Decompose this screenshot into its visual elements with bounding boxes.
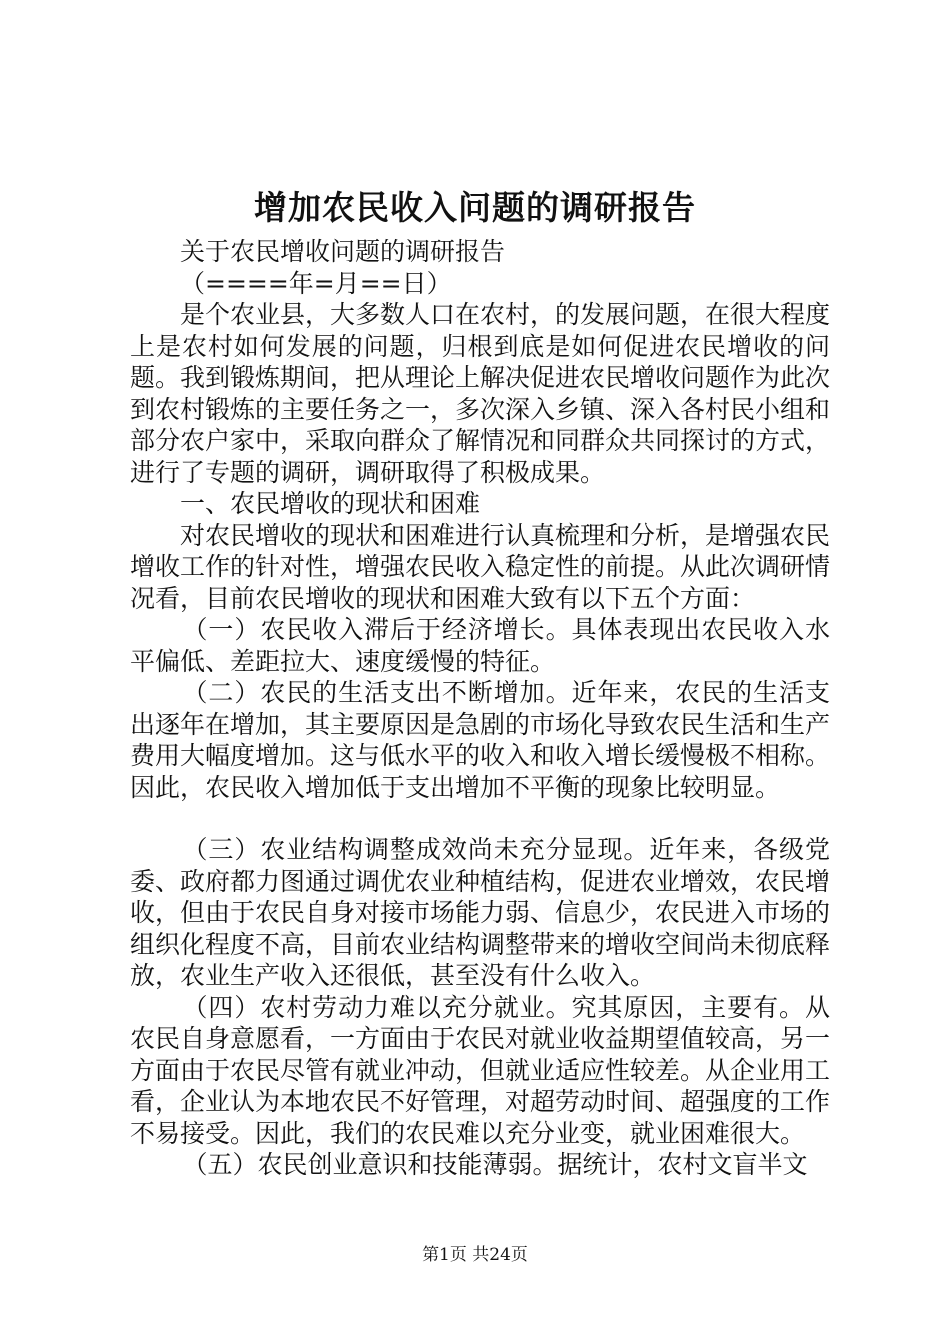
page-number-footer: 第1页 共24页 bbox=[422, 1245, 528, 1265]
point-5-paragraph: （五）农民创业意识和技能薄弱。据统计，农村文盲半文 bbox=[182, 1150, 808, 1179]
intro-paragraph: 是个农业县，大多数人口在农村，的发展问题，在很大程度上是农村如何发展的问题，归根到底是如何促进农民增收的问题。我到锻炼期间，把从理论上解决促进农民增收问题作为此次到农村锻炼的主要任务之一，多次深入乡镇、深入各村民小组和部分农户家中，采取向群众了解情况和同群众共同探讨的方式，进行了专题的调研，调研取得了积极成果。 bbox=[130, 300, 831, 487]
document-title: 增加农民收入问题的调研报告 bbox=[254, 188, 696, 227]
section-heading-1: 一、农民增收的现状和困难 bbox=[180, 489, 481, 518]
point-1-paragraph: （一）农民收入滞后于经济增长。具体表现出农民收入水平偏低、差距拉大、速度缓慢的特征。 bbox=[130, 615, 830, 676]
report-date: （====年=月==日） bbox=[180, 268, 452, 298]
point-4-paragraph: （四）农村劳动力难以充分就业。究其原因，主要有。从农民自身意愿看，一方面由于农民对就业收益期望值较高，另一方面由于农民尽管有就业冲动，但就业适应性较差。从企业用工看，企业认为本地农民不好管理，对超劳动时间、超强度的工作不易接受。因此，我们的农民难以充分业变，就业困难很大。 bbox=[130, 992, 831, 1148]
report-subtitle: 关于农民增收问题的调研报告 bbox=[180, 237, 506, 266]
point-3-paragraph: （三）农业结构调整成效尚未充分显现。近年来，各级党委、政府都力图通过调优农业种植结构，促进农业增效，农民增收，但由于农民自身对接市场能力弱、信息少，农民进入市场的组织化程度不高，目前农业结构调整带来的增收空间尚未彻底释放，农业生产收入还很低，甚至没有什么收入。 bbox=[130, 835, 831, 990]
point-2-paragraph: （二）农民的生活支出不断增加。近年来，农民的生活支出逐年在增加，其主要原因是急剧的市场化导致农民生活和生产费用大幅度增加。这与低水平的收入和收入增长缓慢极不相称。因此，农民收入增加低于支出增加不平衡的现象比较明显。 bbox=[130, 678, 831, 802]
section-1-paragraph: 对农民增收的现状和困难进行认真梳理和分析，是增强农民增收工作的针对性，增强农民收入稳定性的前提。从此次调研情况看，目前农民增收的现状和困难大致有以下五个方面： bbox=[130, 520, 831, 613]
document-body bbox=[130, 236, 830, 1181]
